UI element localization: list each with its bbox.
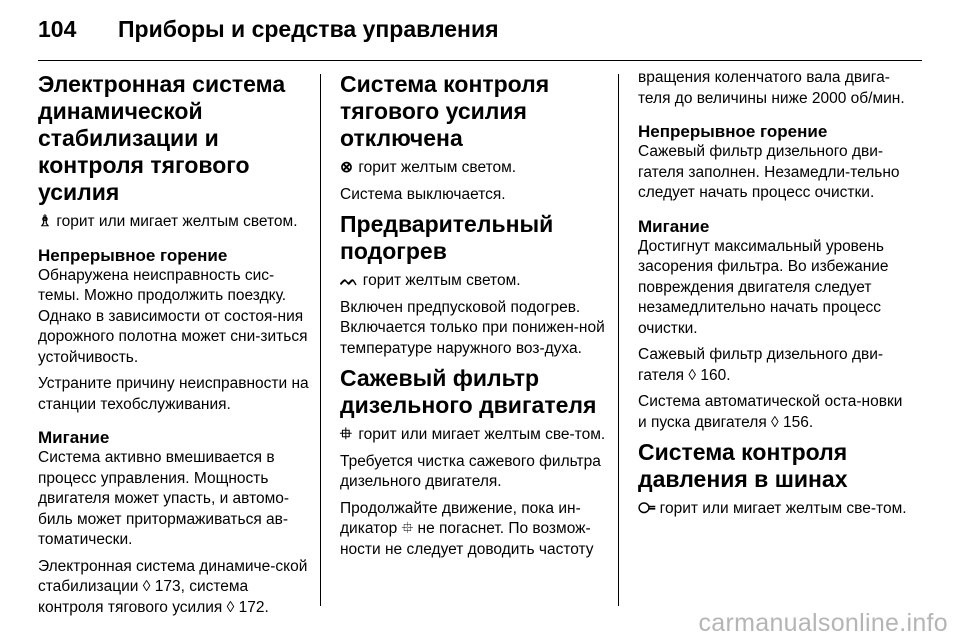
- esc-warning-icon: ♗: [38, 213, 52, 230]
- paragraph-preheat: Включен предпусковой подогрев. Включается только при понижен-ной температуре наружного воз-духа.: [340, 298, 605, 357]
- header-rule: [38, 60, 922, 61]
- paragraph-ref[interactable]: Электронная система динамиче-ской стабилизации ◊ 173, система контроля тягового усилия ◊ 172.: [38, 557, 308, 616]
- heading-tpms: Система контроля давления в шинах: [638, 439, 848, 492]
- column-divider-2: [618, 74, 619, 606]
- heading-esc: Электронная система динамической стабилизации и контроля тягового усилия: [38, 71, 286, 205]
- diesel-filter-icon: ⯐: [340, 426, 352, 443]
- paragraph-blink-1: Система активно вмешивается в процесс управления. Мощность двигателя может упасть, и автомо-биль может притормаживаться ав-томатически.: [38, 449, 290, 548]
- paragraph-fix: Устраните причину неисправности на станции техобслуживания.: [38, 375, 309, 413]
- paragraph-continued: вращения коленчатого вала двига-теля до величины ниже 2000 об/мин.: [638, 69, 905, 107]
- preheat-indicator-text: ᨓ горит желтым светом.: [340, 271, 608, 292]
- tc-off-indicator-text: ⊗ горит желтым светом.: [340, 158, 608, 179]
- heading-steady-1: Непрерывное горение: [38, 245, 228, 265]
- esc-indicator-text: ♗ горит или мигает желтым светом.: [38, 212, 310, 233]
- paragraph-blink-2: Достигнут максимальный уровень засорения фильтра. Во избежание повреждения двигателя следует незамедлительно начать процесс очистки.: [638, 237, 889, 337]
- page-number: 104: [38, 16, 77, 42]
- page-title: Приборы и средства управления: [118, 16, 499, 42]
- paragraph-ref-2[interactable]: Сажевый фильтр дизельного дви-гателя ◊ 160.: [638, 346, 884, 384]
- paragraph-ref-3[interactable]: Система автоматической оста-новки и пуска двигателя ◊ 156.: [638, 393, 903, 431]
- preheat-coil-icon: ᨓ: [340, 272, 359, 289]
- paragraph-steady-1: Обнаружена неисправность сис-темы. Можно продолжить поездку. Однако в зависимости от состоя-ния дорожного полотна может сни-зиться устойчивость.: [38, 266, 308, 366]
- dpf-indicator-text: ⯐ горит или мигает желтым све-том.: [340, 425, 608, 446]
- paragraph-steady-2: Сажевый фильтр дизельного дви-гателя заполнен. Незамедли-тельно следует начать процесс очистки.: [638, 143, 900, 201]
- tpms-indicator-text: ⧃ горит или мигает желтым све-том.: [638, 499, 910, 520]
- paragraph-dpf-1: Требуется чистка сажевого фильтра дизельного двигателя.: [340, 452, 601, 490]
- paragraph-dpf-2: Продолжайте движение, пока ин-дикатор ⯐ не погаснет. По возмож-ности не следует доводить частоту: [340, 499, 594, 558]
- column-1: [38, 68, 310, 624]
- heading-preheat: Предварительный подогрев: [340, 211, 554, 264]
- heading-dpf: Сажевый фильтр дизельного двигателя: [340, 365, 597, 418]
- heading-tc-off: Система контроля тягового усилия отключена: [340, 71, 550, 151]
- column-3: [638, 68, 910, 526]
- column-2: [340, 68, 608, 566]
- paragraph-tc-off: Система выключается.: [340, 185, 506, 203]
- column-divider-1: [320, 74, 321, 606]
- tc-off-icon: ⊗: [340, 159, 353, 176]
- heading-blink-2: Мигание: [638, 216, 710, 236]
- tire-pressure-icon: ⧃: [638, 500, 656, 517]
- page-header: [38, 16, 499, 43]
- heading-steady-2: Непрерывное горение: [638, 122, 828, 141]
- heading-blink-1: Мигание: [38, 428, 110, 447]
- watermark: carmanualsonline.info: [698, 609, 948, 637]
